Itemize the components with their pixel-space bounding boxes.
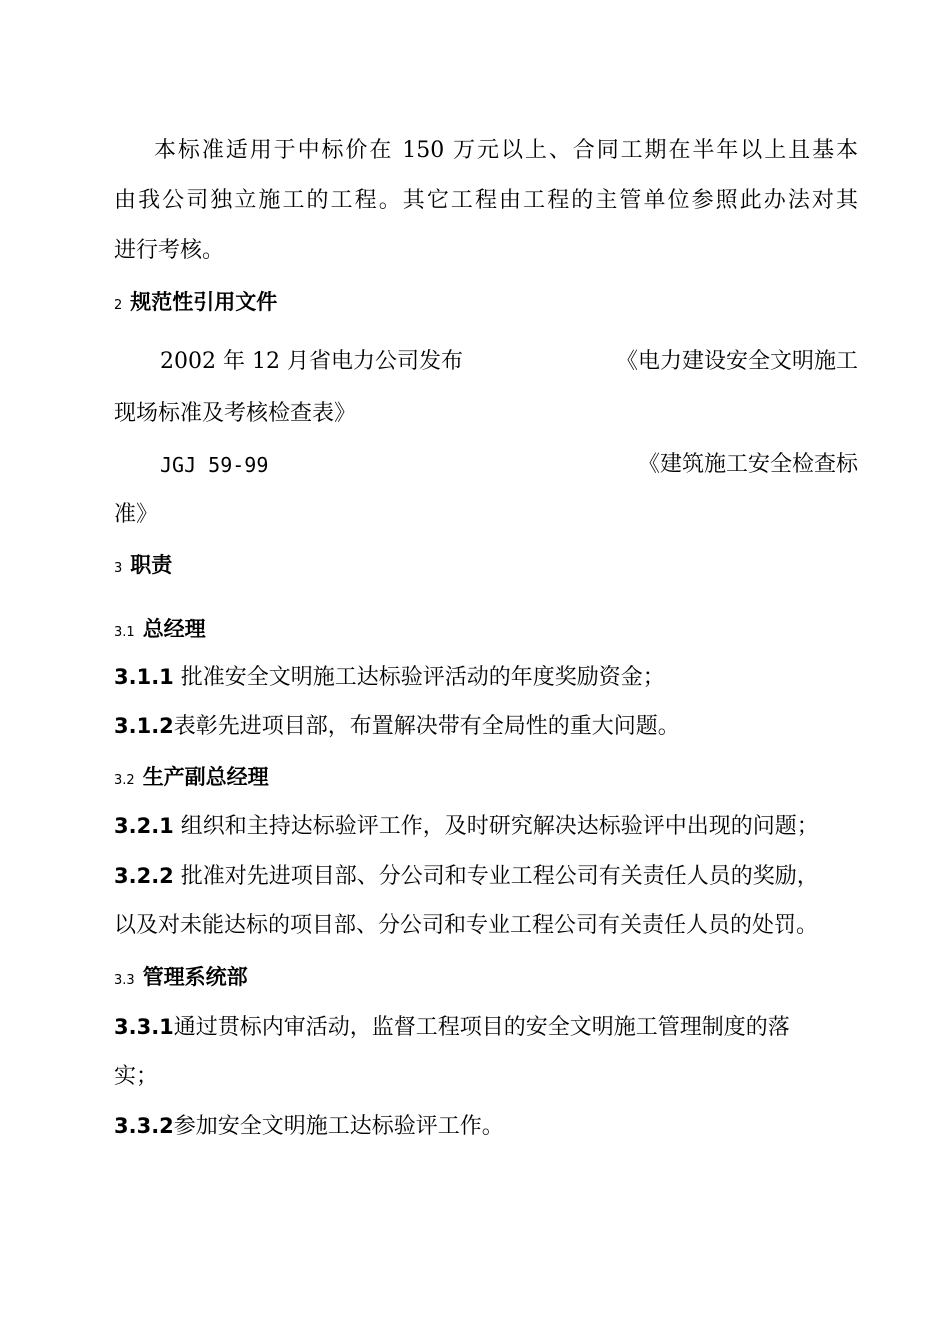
item-number: 3.1.1: [114, 665, 174, 689]
reference-1-title: 《电力建设安全文明施工: [615, 349, 858, 374]
section-3-1-heading: [114, 614, 858, 648]
reference-2-title: 《建筑施工安全检查标: [637, 452, 858, 477]
section-number: 3: [114, 561, 123, 576]
reference-1-issuer: 2002 年 12 月省电力公司发布: [160, 349, 463, 374]
item-3-3-2: [114, 1111, 858, 1142]
item-3-3-1-continuation: 实；: [114, 1064, 159, 1089]
section-title: 职责: [130, 553, 173, 577]
item-number: 3.2.1: [114, 814, 174, 838]
section-2-heading: [114, 287, 858, 321]
section-title: 总经理: [142, 617, 206, 641]
section-3-2-heading: [114, 762, 858, 796]
item-text: 参加安全文明施工达标验评工作。: [173, 1114, 504, 1139]
item-text: 表彰先进项目部，布置解决带有全局性的重大问题。: [173, 714, 680, 739]
item-3-1-2: [114, 711, 858, 742]
item-3-3-1: [114, 1012, 858, 1043]
item-text: 通过贯标内审活动，监督工程项目的安全文明施工管理制度的落: [173, 1015, 790, 1040]
section-3-3-heading: [114, 962, 858, 996]
section-title: 生产副总经理: [142, 765, 269, 789]
intro-line-2: 由我公司独立施工的工程。其它工程由工程的主管单位参照此办法对其: [114, 188, 858, 213]
section-number: 3.3: [114, 973, 135, 988]
section-3-heading: [114, 550, 858, 584]
item-number: 3.3.2: [114, 1114, 174, 1138]
item-number: 3.3.1: [114, 1015, 174, 1039]
item-text: 组织和主持达标验评工作，及时研究解决达标验评中出现的问题；: [173, 814, 819, 839]
reference-1: [160, 347, 858, 377]
reference-2: [160, 450, 858, 480]
item-number: 3.2.2: [114, 864, 174, 888]
section-number: 2: [114, 298, 123, 313]
reference-1-continuation: 现场标准及考核检查表》: [114, 401, 357, 426]
section-number: 3.2: [114, 773, 135, 788]
item-3-2-2: [114, 861, 858, 892]
item-text: 批准安全文明施工达标验评活动的年度奖励资金；: [173, 665, 665, 690]
intro-line-1: 本标准适用于中标价在 150 万元以上、合同工期在半年以上且基本: [154, 138, 858, 163]
section-title: 管理系统部: [142, 965, 248, 989]
item-3-2-1: [114, 811, 858, 842]
section-number: 3.1: [114, 625, 135, 640]
reference-2-continuation: 准》: [114, 502, 159, 527]
item-text: 批准对先进项目部、分公司和专业工程公司有关责任人员的奖励，: [173, 864, 819, 889]
item-number: 3.1.2: [114, 714, 174, 738]
intro-line-3: 进行考核。: [114, 238, 225, 263]
reference-2-code: JGJ 59-99: [160, 453, 269, 477]
item-3-1-1: [114, 662, 858, 693]
section-title: 规范性引用文件: [130, 290, 278, 314]
item-3-2-2-continuation: 以及对未能达标的项目部、分公司和专业工程公司有关责任人员的处罚。: [114, 913, 819, 938]
